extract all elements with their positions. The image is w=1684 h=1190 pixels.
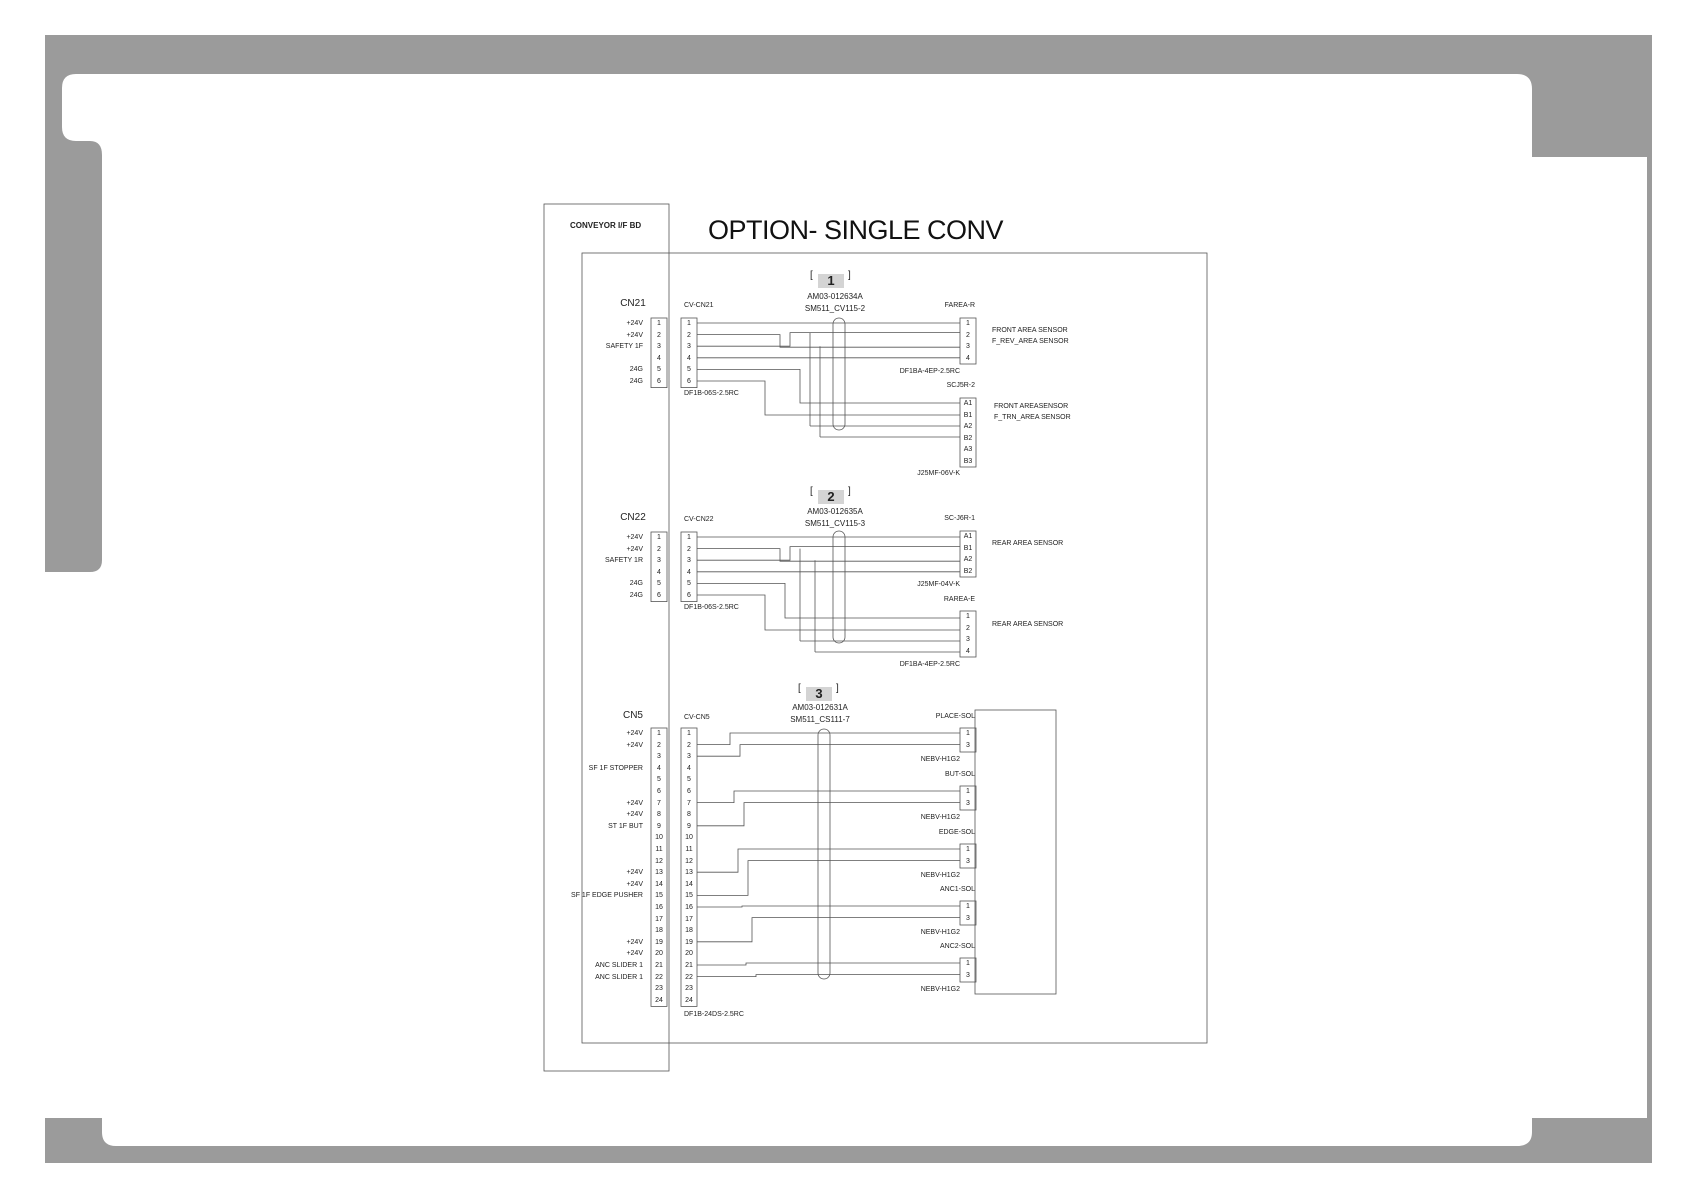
target-pin: A2 xyxy=(963,423,973,431)
target-label: SCJ5R-2 xyxy=(946,382,975,389)
cv-cn5-pin: 7 xyxy=(687,799,691,807)
signal-label: +24V xyxy=(626,730,643,737)
cv-cn22-pin: 5 xyxy=(687,580,691,588)
diagram-title: OPTION- SINGLE CONV xyxy=(708,215,1004,245)
tag-bracket-right: ] xyxy=(836,683,839,694)
cv-cn5-pin: 10 xyxy=(685,834,693,842)
cv-cn5-pin: 4 xyxy=(687,764,691,772)
tag-bracket-right: ] xyxy=(848,270,851,281)
cn22-pin: 1 xyxy=(657,534,661,541)
cv-cn22-pin: 6 xyxy=(687,592,691,599)
cn22-pin: 4 xyxy=(657,568,661,576)
target-pin: 1 xyxy=(966,320,970,327)
cn5-pin: 19 xyxy=(655,938,663,946)
cable-connector-name: CV-CN21 xyxy=(684,302,714,309)
signal-label: SF 1F EDGE PUSHER xyxy=(571,892,643,900)
cable-2-bundle xyxy=(833,531,845,643)
target-pin: 2 xyxy=(966,331,970,339)
cv-cn5-pin: 16 xyxy=(685,904,693,911)
cn22-pin: 2 xyxy=(657,545,661,553)
cv-cn5-pin: 8 xyxy=(687,811,691,819)
solenoid-label: EDGE-SOL xyxy=(938,829,975,836)
signal-label: +24V xyxy=(626,880,643,888)
solenoid-pin: 3 xyxy=(966,857,970,865)
signal-label: +24V xyxy=(626,741,643,749)
signal-label: 24G xyxy=(629,580,643,588)
target-desc: REAR AREA SENSOR xyxy=(992,621,1064,628)
signal-label: +24V xyxy=(626,799,643,807)
tag-bracket-left: [ xyxy=(810,270,813,281)
cn5-pin: 1 xyxy=(657,730,661,737)
wire xyxy=(697,335,960,348)
target-desc: FRONT AREASENSOR xyxy=(994,403,1069,410)
cv-cn5-pin: 24 xyxy=(685,996,693,1004)
cn21-pin: 6 xyxy=(657,378,661,385)
cn5-pin: 5 xyxy=(657,776,661,784)
wire xyxy=(697,733,960,745)
target-pin: B2 xyxy=(963,567,973,575)
target-pin: B1 xyxy=(963,544,973,552)
wire xyxy=(697,791,960,803)
cn5-pin: 3 xyxy=(657,753,661,761)
cable-connector-name: CV-CN5 xyxy=(684,714,710,721)
cn22-pin: 3 xyxy=(657,557,661,565)
cable-code: AM03-012631A xyxy=(792,703,848,712)
signal-label: +24V xyxy=(626,950,643,958)
cv-cn22-pin: 1 xyxy=(687,534,691,541)
solenoid-pin: 3 xyxy=(966,971,970,979)
cv-cn5-pin: 12 xyxy=(685,857,693,865)
target-pin: B3 xyxy=(963,458,973,465)
cn5-pin: 2 xyxy=(657,741,661,749)
cv-cn21-pin: 6 xyxy=(687,378,691,385)
target-pin: A1 xyxy=(963,533,973,540)
solenoid-type: NEBV-H1G2 xyxy=(920,756,960,763)
cn5-pin: 11 xyxy=(655,846,663,853)
cv-cn5-pin: 13 xyxy=(685,869,693,877)
cn5-pin: 17 xyxy=(655,915,663,923)
section-number-tag: 2 xyxy=(818,490,844,504)
cv-cn22-pin: 3 xyxy=(687,557,691,565)
cn5-pin: 12 xyxy=(655,857,663,865)
cable-connector-name: CV-CN22 xyxy=(684,516,714,523)
cn21-pin: 4 xyxy=(657,354,661,362)
cn5-pin: 10 xyxy=(655,834,663,842)
wire xyxy=(697,975,960,977)
target-pin: A1 xyxy=(963,400,973,407)
solenoid-pin: 3 xyxy=(966,799,970,807)
board-connector-name: CN21 xyxy=(620,298,646,309)
cv-cn5-pin: 22 xyxy=(685,973,693,981)
cable-connector-type: DF1B-24DS-2.5RC xyxy=(684,1011,744,1018)
cv-cn21-pin: 5 xyxy=(687,366,691,374)
cv-cn5-pin: 20 xyxy=(685,950,693,958)
cv-cn21-pin: 2 xyxy=(687,331,691,339)
cn5-pin: 23 xyxy=(655,985,663,993)
wire xyxy=(697,906,960,907)
cv-cn5-pin: 5 xyxy=(687,776,691,784)
cv-cn5-pin: 18 xyxy=(685,927,693,935)
signal-label: ANC SLIDER 1 xyxy=(595,962,643,969)
cv-cn5-pin: 9 xyxy=(687,822,691,830)
target-desc: F_REV_AREA SENSOR xyxy=(992,338,1069,345)
solenoid-pin: 1 xyxy=(966,960,970,967)
cv-cn21-pin: 4 xyxy=(687,354,691,362)
cn5-pin: 20 xyxy=(655,950,663,958)
solenoid-pin: 3 xyxy=(966,914,970,922)
signal-label: 24G xyxy=(629,592,643,599)
target-type: DF1BA-4EP-2.5RC xyxy=(899,368,960,375)
target-pin: 1 xyxy=(966,613,970,620)
cable-name: SM511_CS111-7 xyxy=(790,715,850,724)
cable-3-bundle xyxy=(818,729,830,979)
cn5-pin: 7 xyxy=(657,799,661,807)
signal-label: +24V xyxy=(626,869,643,877)
cv-cn5-pin: 23 xyxy=(685,985,693,993)
solenoid-label: ANC2-SOL xyxy=(939,943,975,950)
cable-name: SM511_CV115-2 xyxy=(804,304,866,313)
cn5-pin: 4 xyxy=(657,764,661,772)
solenoid-pin: 1 xyxy=(966,846,970,853)
board-connector-name: CN5 xyxy=(622,710,643,721)
target-desc: F_TRN_AREA SENSOR xyxy=(994,414,1071,421)
solenoid-group-outline xyxy=(975,710,1056,994)
cn5-pin: 6 xyxy=(657,788,661,795)
cn22-pin: 6 xyxy=(657,592,661,599)
cn5-pin: 18 xyxy=(655,927,663,935)
tag-bracket-left: [ xyxy=(798,683,801,694)
solenoid-label: BUT-SOL xyxy=(945,771,975,778)
signal-label: ANC SLIDER 1 xyxy=(595,973,643,981)
cv-cn5-pin: 1 xyxy=(687,730,691,737)
board-label: CONVEYOR I/F BD xyxy=(570,221,642,230)
board-connector-name: CN22 xyxy=(620,512,646,523)
cv-cn5-pin: 14 xyxy=(685,880,693,888)
target-pin: A3 xyxy=(963,446,973,454)
cn5-pin: 14 xyxy=(655,880,663,888)
solenoid-pin: 1 xyxy=(966,730,970,737)
signal-label: 24G xyxy=(629,378,643,385)
solenoid-pin: 1 xyxy=(966,903,970,910)
target-desc: REAR AREA SENSOR xyxy=(992,540,1064,547)
signal-label: +24V xyxy=(626,938,643,946)
tag-bracket-left: [ xyxy=(810,486,813,497)
solenoid-type: NEBV-H1G2 xyxy=(920,814,960,821)
solenoid-type: NEBV-H1G2 xyxy=(920,872,960,879)
cable-1-bundle xyxy=(833,318,845,430)
target-pin: B2 xyxy=(963,434,973,442)
section-number-tag: 1 xyxy=(818,274,844,288)
cn21-pin: 3 xyxy=(657,343,661,351)
cv-cn5-pin: 3 xyxy=(687,753,691,761)
solenoid-type: NEBV-H1G2 xyxy=(920,929,960,936)
target-pin: A2 xyxy=(963,556,973,564)
target-pin: B1 xyxy=(963,411,973,419)
cn21-pin: 1 xyxy=(657,320,661,327)
signal-label: +24V xyxy=(626,545,643,553)
cn22-pin: 5 xyxy=(657,580,661,588)
cv-cn5-pin: 6 xyxy=(687,788,691,795)
target-pin: 2 xyxy=(966,624,970,632)
target-label: FAREA-R xyxy=(944,302,975,309)
signal-label: 24G xyxy=(629,366,643,374)
signal-label: +24V xyxy=(626,331,643,339)
cv-cn21-pin: 1 xyxy=(687,320,691,327)
cv-cn22-pin: 2 xyxy=(687,545,691,553)
cn5-pin: 13 xyxy=(655,869,663,877)
cable-connector-type: DF1B-06S-2.5RC xyxy=(684,390,739,397)
cn21-pin: 5 xyxy=(657,366,661,374)
target-pin: 3 xyxy=(966,343,970,351)
solenoid-label: ANC1-SOL xyxy=(939,886,975,893)
target-type: J25MF-06V-K xyxy=(917,470,960,477)
wire xyxy=(697,549,960,562)
signal-label: SF 1F STOPPER xyxy=(588,764,643,772)
target-label: SC-J6R-1 xyxy=(944,515,975,522)
signal-label: ST 1F BUT xyxy=(608,822,643,830)
target-type: DF1BA-4EP-2.5RC xyxy=(899,661,960,668)
cn5-pin: 24 xyxy=(655,996,663,1004)
cv-cn22-pin: 4 xyxy=(687,568,691,576)
cable-connector-type: DF1B-06S-2.5RC xyxy=(684,604,739,611)
target-pin: 4 xyxy=(966,647,970,655)
cv-cn5-pin: 17 xyxy=(685,915,693,923)
wire xyxy=(697,963,960,965)
target-desc: FRONT AREA SENSOR xyxy=(992,327,1068,334)
cn5-pin: 22 xyxy=(655,973,663,981)
cn5-pin: 16 xyxy=(655,904,663,911)
cable-code: AM03-012635A xyxy=(807,507,863,516)
section-number-tag: 3 xyxy=(806,687,832,701)
cv-cn5-pin: 19 xyxy=(685,938,693,946)
cn5-pin: 9 xyxy=(657,822,661,830)
cv-cn5-pin: 21 xyxy=(685,962,693,969)
target-label: RAREA-E xyxy=(943,596,975,603)
scj5r-2-connector xyxy=(960,398,976,467)
solenoid-label: PLACE-SOL xyxy=(935,713,975,720)
cv-cn21-pin: 3 xyxy=(687,343,691,351)
wire xyxy=(697,745,960,757)
cn5-pin: 15 xyxy=(655,892,663,900)
cv-cn5-pin: 15 xyxy=(685,892,693,900)
solenoid-type: NEBV-H1G2 xyxy=(920,986,960,993)
cn5-pin: 21 xyxy=(655,962,663,969)
signal-label: SAFETY 1R xyxy=(605,557,643,565)
target-type: J25MF-04V-K xyxy=(917,581,960,588)
cn5-pin: 8 xyxy=(657,811,661,819)
signal-label: +24V xyxy=(626,811,643,819)
solenoid-pin: 3 xyxy=(966,741,970,749)
signal-label: +24V xyxy=(626,320,643,327)
target-pin: 4 xyxy=(966,354,970,362)
signal-label: SAFETY 1F xyxy=(605,343,643,351)
cable-code: AM03-012634A xyxy=(807,292,863,301)
target-pin: 3 xyxy=(966,636,970,644)
cable-name: SM511_CV115-3 xyxy=(804,519,866,528)
signal-label: +24V xyxy=(626,534,643,541)
tag-bracket-right: ] xyxy=(848,486,851,497)
cv-cn5-pin: 11 xyxy=(685,846,693,853)
cv-cn5-pin: 2 xyxy=(687,741,691,749)
solenoid-pin: 1 xyxy=(966,788,970,795)
cn21-pin: 2 xyxy=(657,331,661,339)
